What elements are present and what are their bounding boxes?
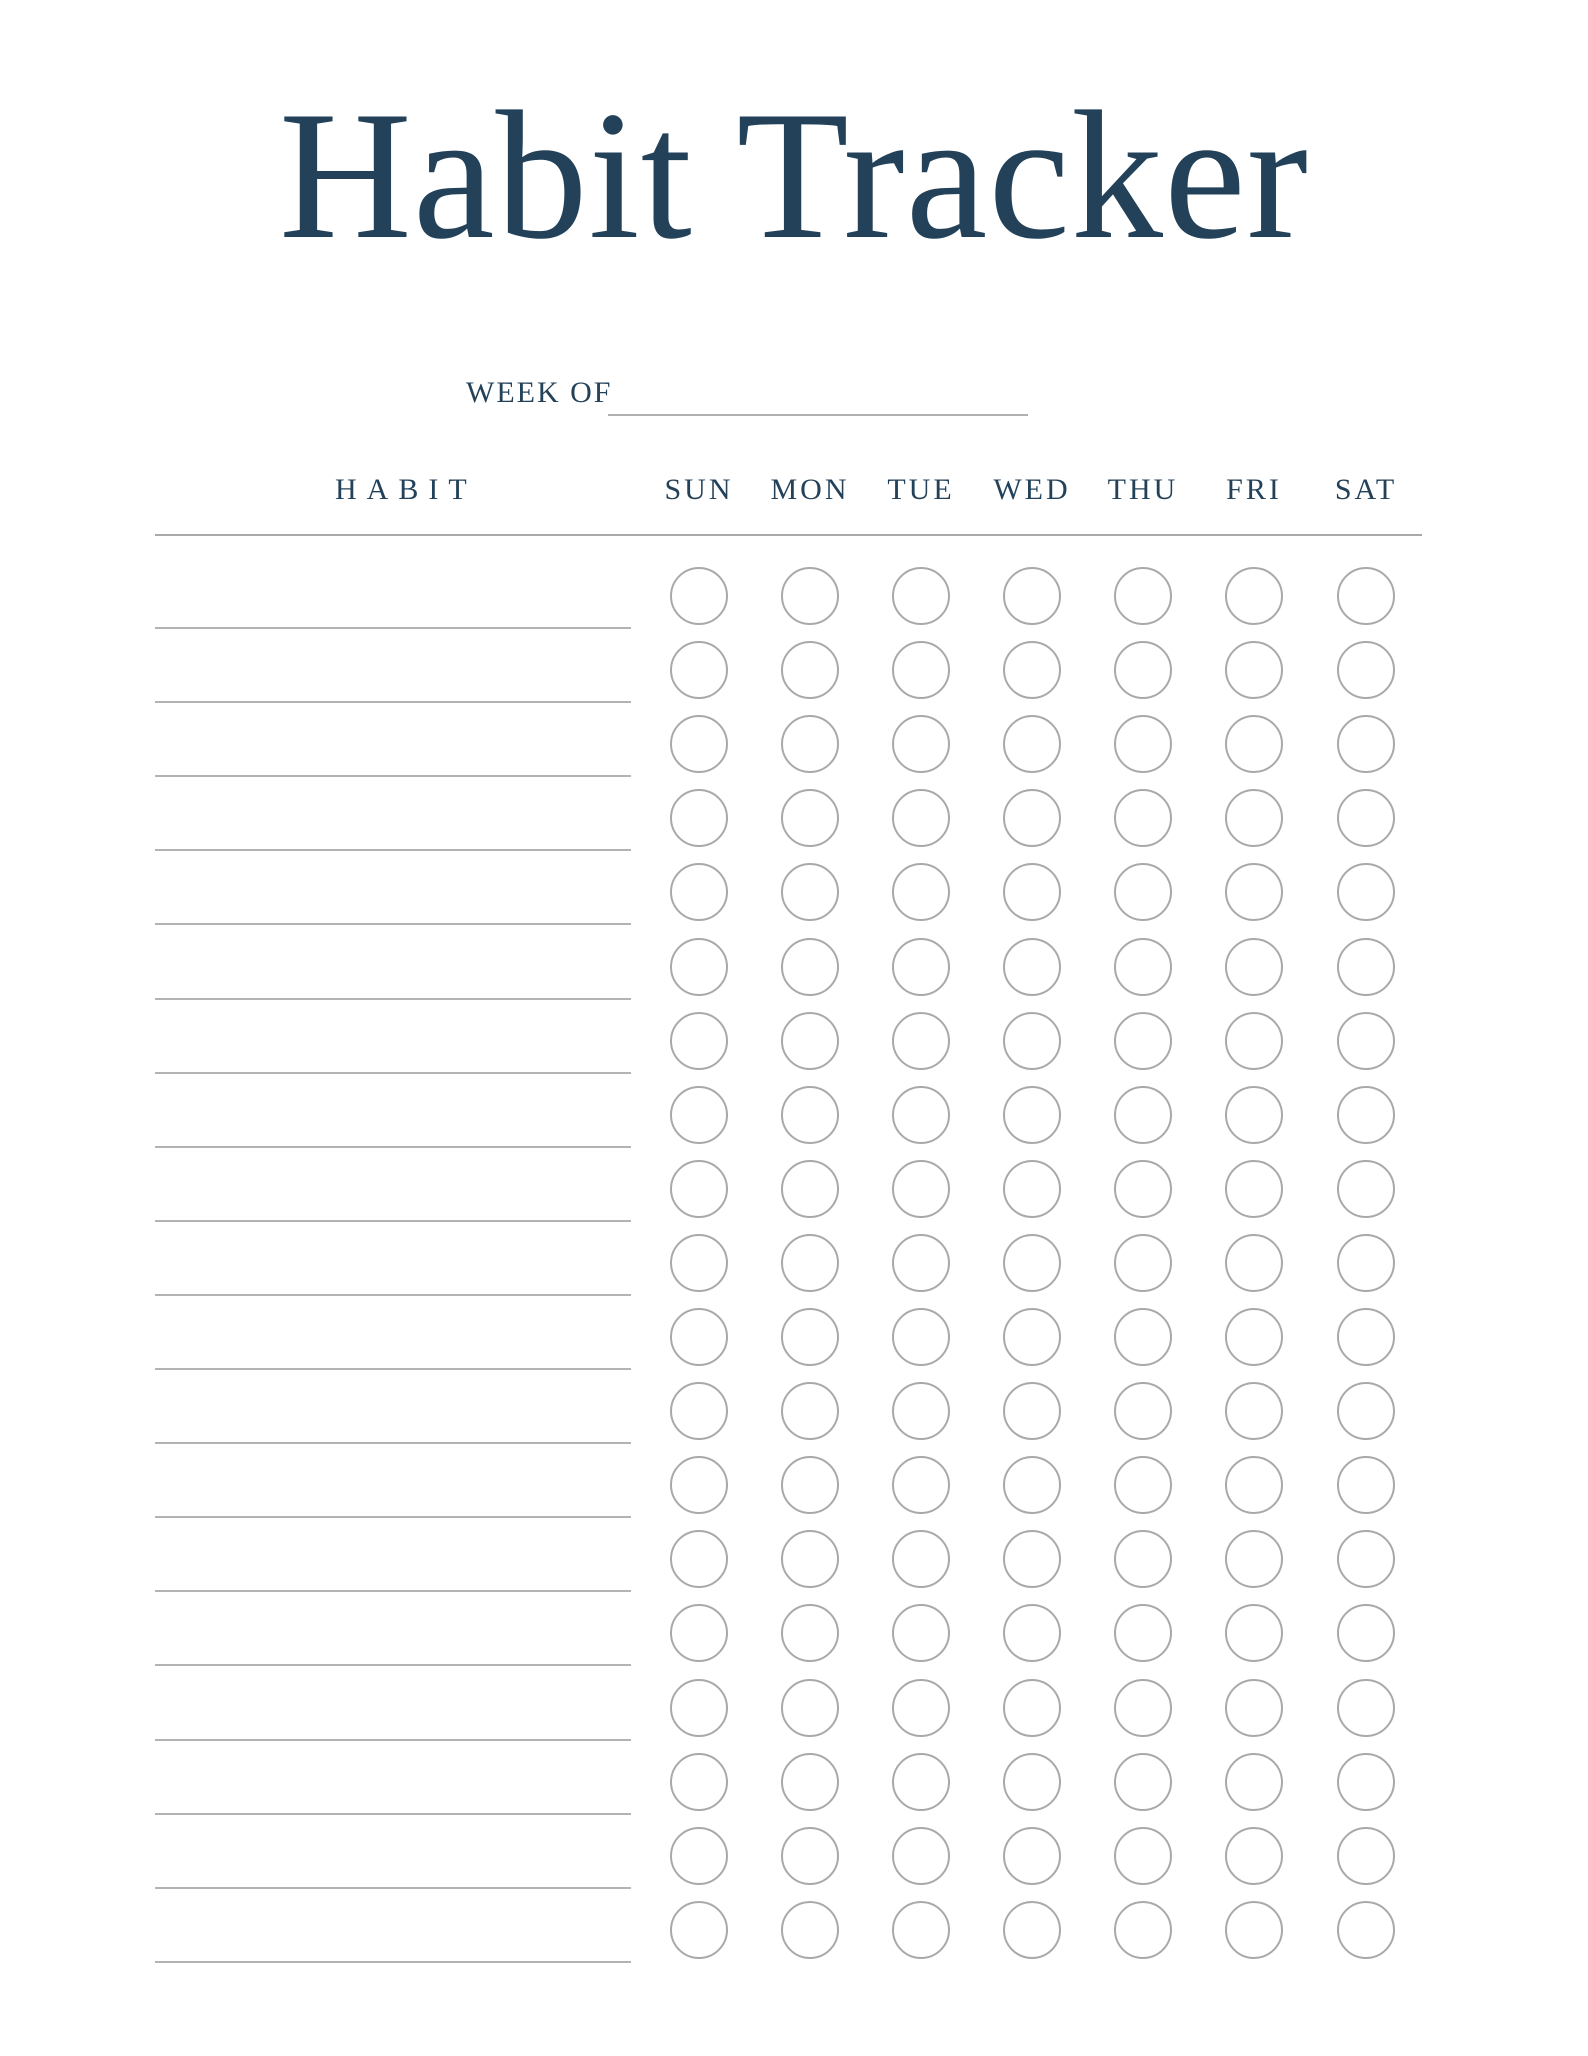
habit-checkbox-sun[interactable]	[670, 641, 728, 699]
habit-checkbox-wed[interactable]	[1003, 715, 1061, 773]
day-header-sun: SUN	[664, 473, 734, 506]
habit-checkbox-tue[interactable]	[892, 1827, 950, 1885]
habit-checkbox-fri[interactable]	[1225, 1456, 1283, 1514]
day-header-mon: MON	[770, 473, 850, 506]
habit-checkbox-mon[interactable]	[781, 1679, 839, 1737]
habit-checkbox-sun[interactable]	[670, 715, 728, 773]
habit-checkbox-tue[interactable]	[892, 1308, 950, 1366]
page-title: Habit Tracker	[279, 73, 1309, 277]
habit-checkbox-wed[interactable]	[1003, 789, 1061, 847]
habit-checkbox-mon[interactable]	[781, 1901, 839, 1959]
habit-checkbox-sun[interactable]	[670, 1086, 728, 1144]
habit-checkbox-fri[interactable]	[1225, 641, 1283, 699]
habit-checkbox-fri[interactable]	[1225, 1604, 1283, 1662]
habit-checkbox-sun[interactable]	[670, 1679, 728, 1737]
habit-checkbox-sun[interactable]	[670, 1753, 728, 1811]
day-header-tue: TUE	[887, 473, 955, 506]
habit-checkbox-sat[interactable]	[1337, 1308, 1395, 1366]
habit-checkbox-sat[interactable]	[1337, 1234, 1395, 1292]
habit-checkbox-fri[interactable]	[1225, 1308, 1283, 1366]
habit-checkbox-fri[interactable]	[1225, 1012, 1283, 1070]
habit-checkbox-tue[interactable]	[892, 789, 950, 847]
habit-name-line[interactable]	[155, 1813, 631, 1815]
habit-checkbox-mon[interactable]	[781, 1308, 839, 1366]
habit-checkbox-thu[interactable]	[1114, 715, 1172, 773]
habit-checkbox-tue[interactable]	[892, 641, 950, 699]
habit-checkbox-sat[interactable]	[1337, 863, 1395, 921]
habit-checkbox-sat[interactable]	[1337, 1827, 1395, 1885]
habit-checkbox-mon[interactable]	[781, 789, 839, 847]
habit-checkbox-wed[interactable]	[1003, 1679, 1061, 1737]
habit-name-line[interactable]	[155, 1516, 631, 1518]
habit-checkbox-sat[interactable]	[1337, 1530, 1395, 1588]
habit-checkbox-mon[interactable]	[781, 1160, 839, 1218]
habit-checkbox-wed[interactable]	[1003, 567, 1061, 625]
habit-checkbox-fri[interactable]	[1225, 1753, 1283, 1811]
habit-checkbox-sat[interactable]	[1337, 1160, 1395, 1218]
habit-checkbox-sun[interactable]	[670, 863, 728, 921]
habit-checkbox-fri[interactable]	[1225, 1086, 1283, 1144]
habit-column-header: HABIT	[335, 473, 477, 506]
habit-checkbox-sun[interactable]	[670, 1604, 728, 1662]
habit-checkbox-wed[interactable]	[1003, 1382, 1061, 1440]
habit-checkbox-tue[interactable]	[892, 715, 950, 773]
habit-checkbox-fri[interactable]	[1225, 715, 1283, 773]
habit-name-line[interactable]	[155, 1961, 631, 1963]
habit-checkbox-thu[interactable]	[1114, 1901, 1172, 1959]
habit-checkbox-thu[interactable]	[1114, 789, 1172, 847]
habit-checkbox-tue[interactable]	[892, 1012, 950, 1070]
habit-checkbox-thu[interactable]	[1114, 1456, 1172, 1514]
habit-checkbox-mon[interactable]	[781, 1827, 839, 1885]
habit-checkbox-thu[interactable]	[1114, 1753, 1172, 1811]
habit-checkbox-thu[interactable]	[1114, 567, 1172, 625]
habit-checkbox-sat[interactable]	[1337, 1086, 1395, 1144]
habit-checkbox-fri[interactable]	[1225, 1160, 1283, 1218]
habit-checkbox-tue[interactable]	[892, 1679, 950, 1737]
habit-checkbox-thu[interactable]	[1114, 1382, 1172, 1440]
habit-checkbox-thu[interactable]	[1114, 1012, 1172, 1070]
habit-checkbox-tue[interactable]	[892, 1234, 950, 1292]
habit-checkbox-wed[interactable]	[1003, 1086, 1061, 1144]
habit-checkbox-tue[interactable]	[892, 1604, 950, 1662]
habit-name-line[interactable]	[155, 923, 631, 925]
habit-checkbox-sat[interactable]	[1337, 789, 1395, 847]
day-header-sat: SAT	[1334, 473, 1398, 506]
habit-checkbox-wed[interactable]	[1003, 1012, 1061, 1070]
habit-checkbox-sat[interactable]	[1337, 1753, 1395, 1811]
habit-checkbox-fri[interactable]	[1225, 567, 1283, 625]
habit-checkbox-sun[interactable]	[670, 1012, 728, 1070]
habit-checkbox-sat[interactable]	[1337, 1679, 1395, 1737]
habit-checkbox-wed[interactable]	[1003, 1604, 1061, 1662]
day-header-thu: THU	[1107, 473, 1179, 506]
habit-checkbox-sun[interactable]	[670, 1382, 728, 1440]
habit-checkbox-mon[interactable]	[781, 1086, 839, 1144]
habit-checkbox-sun[interactable]	[670, 938, 728, 996]
habit-checkbox-fri[interactable]	[1225, 938, 1283, 996]
habit-checkbox-sun[interactable]	[670, 1827, 728, 1885]
habit-checkbox-sat[interactable]	[1337, 641, 1395, 699]
week-of-input-line[interactable]	[608, 414, 1028, 416]
habit-checkbox-mon[interactable]	[781, 1604, 839, 1662]
habit-checkbox-mon[interactable]	[781, 641, 839, 699]
habit-checkbox-fri[interactable]	[1225, 789, 1283, 847]
habit-checkbox-mon[interactable]	[781, 863, 839, 921]
habit-name-line[interactable]	[155, 627, 631, 629]
habit-name-line[interactable]	[155, 1294, 631, 1296]
habit-checkbox-sat[interactable]	[1337, 715, 1395, 773]
habit-checkbox-sat[interactable]	[1337, 938, 1395, 996]
day-header-fri: FRI	[1226, 473, 1282, 506]
habit-checkbox-sat[interactable]	[1337, 1012, 1395, 1070]
habit-checkbox-wed[interactable]	[1003, 1308, 1061, 1366]
habit-checkbox-tue[interactable]	[892, 863, 950, 921]
habit-name-line[interactable]	[155, 1442, 631, 1444]
habit-checkbox-wed[interactable]	[1003, 938, 1061, 996]
habit-checkbox-sun[interactable]	[670, 567, 728, 625]
habit-checkbox-thu[interactable]	[1114, 863, 1172, 921]
habit-checkbox-thu[interactable]	[1114, 1234, 1172, 1292]
habit-checkbox-thu[interactable]	[1114, 1827, 1172, 1885]
habit-checkbox-fri[interactable]	[1225, 1530, 1283, 1588]
habit-checkbox-wed[interactable]	[1003, 1456, 1061, 1514]
habit-name-line[interactable]	[155, 1072, 631, 1074]
week-of-label: WEEK OF	[466, 376, 613, 409]
habit-checkbox-sat[interactable]	[1337, 1382, 1395, 1440]
habit-checkbox-tue[interactable]	[892, 567, 950, 625]
habit-name-line[interactable]	[155, 775, 631, 777]
habit-checkbox-tue[interactable]	[892, 1530, 950, 1588]
habit-checkbox-sun[interactable]	[670, 1160, 728, 1218]
habit-checkbox-thu[interactable]	[1114, 1679, 1172, 1737]
habit-checkbox-sat[interactable]	[1337, 1604, 1395, 1662]
habit-name-line[interactable]	[155, 849, 631, 851]
habit-checkbox-thu[interactable]	[1114, 1086, 1172, 1144]
habit-checkbox-mon[interactable]	[781, 1012, 839, 1070]
habit-name-line[interactable]	[155, 701, 631, 703]
habit-checkbox-tue[interactable]	[892, 1382, 950, 1440]
habit-checkbox-thu[interactable]	[1114, 1160, 1172, 1218]
habit-checkbox-sun[interactable]	[670, 1530, 728, 1588]
habit-name-line[interactable]	[155, 1590, 631, 1592]
habit-checkbox-fri[interactable]	[1225, 1827, 1283, 1885]
habit-name-line[interactable]	[155, 1368, 631, 1370]
habit-checkbox-sun[interactable]	[670, 1901, 728, 1959]
habit-checkbox-wed[interactable]	[1003, 641, 1061, 699]
habit-checkbox-tue[interactable]	[892, 1160, 950, 1218]
habit-name-line[interactable]	[155, 1220, 631, 1222]
habit-checkbox-sat[interactable]	[1337, 1901, 1395, 1959]
habit-checkbox-tue[interactable]	[892, 1753, 950, 1811]
habit-checkbox-mon[interactable]	[781, 1234, 839, 1292]
habit-checkbox-tue[interactable]	[892, 1456, 950, 1514]
habit-checkbox-mon[interactable]	[781, 1753, 839, 1811]
habit-checkbox-sun[interactable]	[670, 1308, 728, 1366]
habit-name-line[interactable]	[155, 998, 631, 1000]
habit-checkbox-thu[interactable]	[1114, 1530, 1172, 1588]
habit-checkbox-tue[interactable]	[892, 938, 950, 996]
habit-checkbox-thu[interactable]	[1114, 1604, 1172, 1662]
habit-checkbox-tue[interactable]	[892, 1086, 950, 1144]
habit-checkbox-fri[interactable]	[1225, 1679, 1283, 1737]
habit-checkbox-wed[interactable]	[1003, 1827, 1061, 1885]
habit-checkbox-fri[interactable]	[1225, 1901, 1283, 1959]
habit-checkbox-sun[interactable]	[670, 1234, 728, 1292]
habit-checkbox-fri[interactable]	[1225, 1382, 1283, 1440]
habit-name-line[interactable]	[155, 1146, 631, 1148]
habit-checkbox-sat[interactable]	[1337, 567, 1395, 625]
habit-checkbox-mon[interactable]	[781, 1530, 839, 1588]
habit-checkbox-fri[interactable]	[1225, 1234, 1283, 1292]
habit-checkbox-sat[interactable]	[1337, 1456, 1395, 1514]
habit-checkbox-mon[interactable]	[781, 715, 839, 773]
habit-checkbox-thu[interactable]	[1114, 938, 1172, 996]
habit-checkbox-thu[interactable]	[1114, 1308, 1172, 1366]
habit-checkbox-tue[interactable]	[892, 1901, 950, 1959]
habit-checkbox-sun[interactable]	[670, 789, 728, 847]
habit-checkbox-wed[interactable]	[1003, 863, 1061, 921]
habit-checkbox-wed[interactable]	[1003, 1234, 1061, 1292]
habit-checkbox-wed[interactable]	[1003, 1753, 1061, 1811]
habit-checkbox-wed[interactable]	[1003, 1160, 1061, 1218]
habit-checkbox-wed[interactable]	[1003, 1901, 1061, 1959]
habit-checkbox-mon[interactable]	[781, 938, 839, 996]
day-header-wed: WED	[993, 473, 1071, 506]
habit-checkbox-thu[interactable]	[1114, 641, 1172, 699]
habit-name-line[interactable]	[155, 1739, 631, 1741]
habit-name-line[interactable]	[155, 1887, 631, 1889]
habit-checkbox-fri[interactable]	[1225, 863, 1283, 921]
habit-checkbox-wed[interactable]	[1003, 1530, 1061, 1588]
header-divider	[155, 534, 1422, 536]
habit-checkbox-mon[interactable]	[781, 567, 839, 625]
habit-checkbox-sun[interactable]	[670, 1456, 728, 1514]
habit-name-line[interactable]	[155, 1664, 631, 1666]
habit-checkbox-mon[interactable]	[781, 1382, 839, 1440]
habit-checkbox-mon[interactable]	[781, 1456, 839, 1514]
